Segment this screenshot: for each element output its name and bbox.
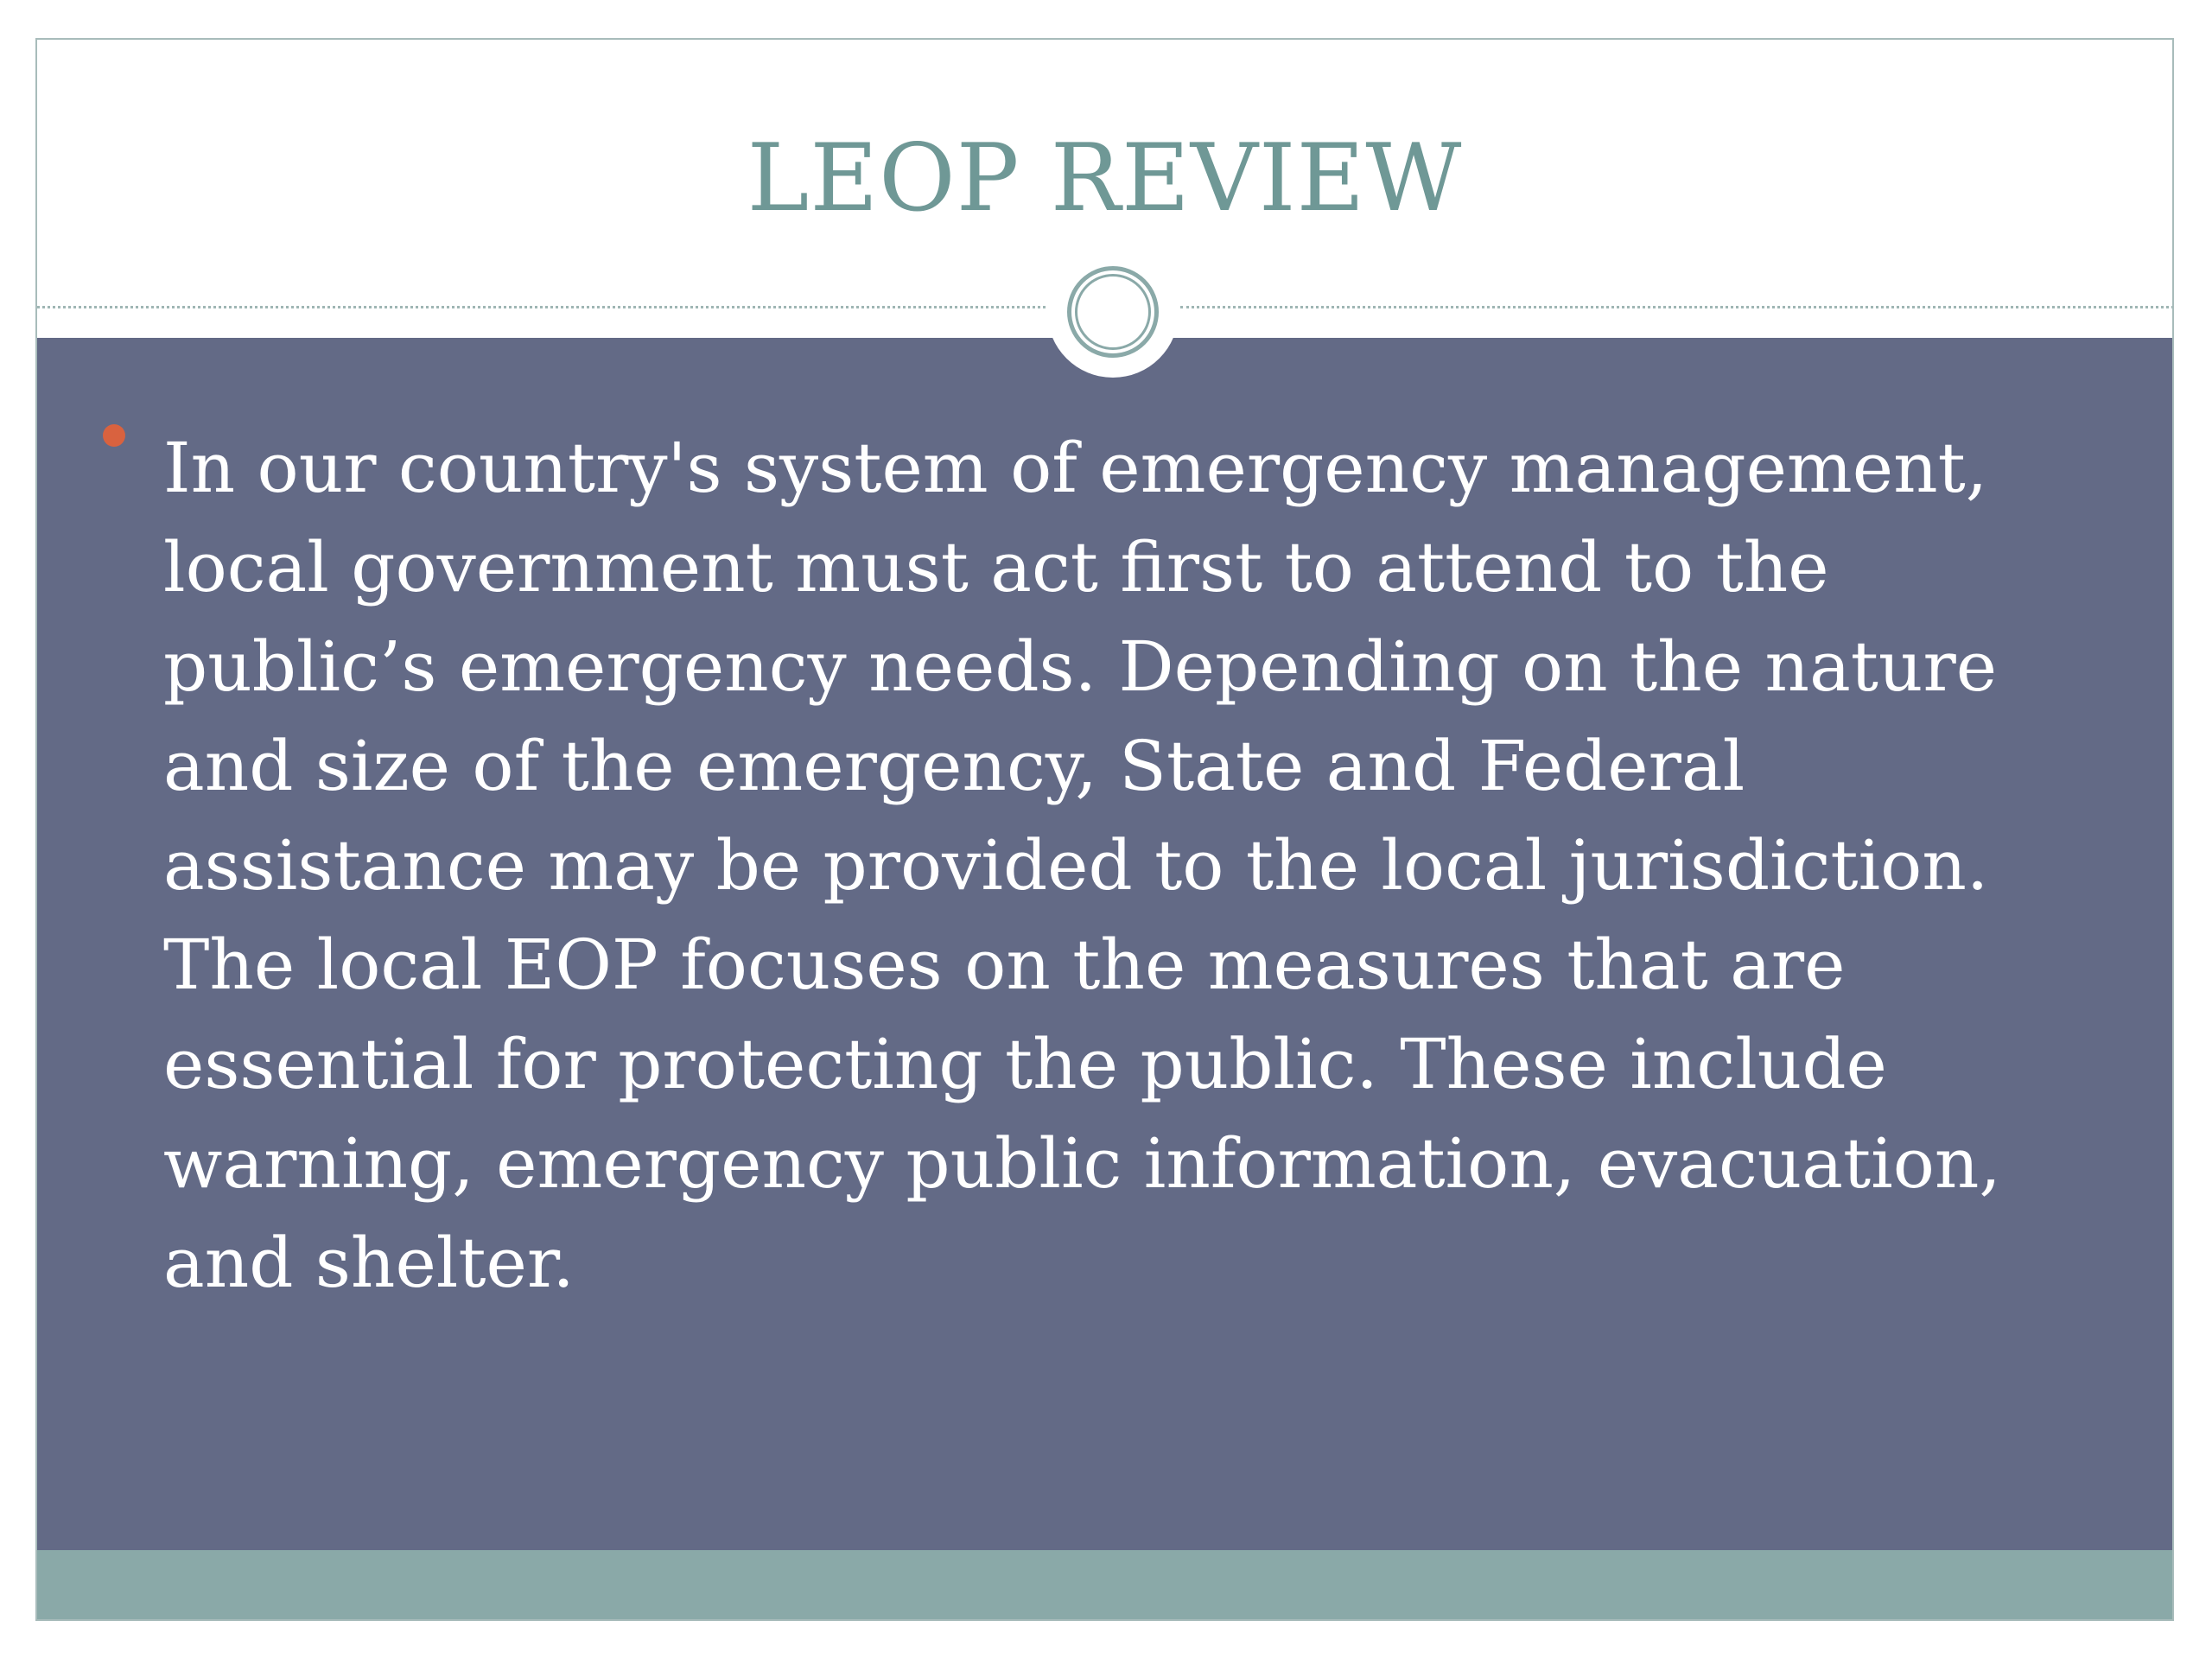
- bullet-line: and size of the emergency, State and Federal: [163, 726, 1745, 806]
- bullet-text: [163, 418, 2159, 1313]
- double-ring-ornament-icon: [1047, 246, 1179, 378]
- bullet-line: In our country's system of emergency management,: [163, 428, 1988, 508]
- title-divider-right: [1180, 306, 2174, 308]
- bullet-line: local government must act first to attend to the: [163, 527, 1829, 607]
- slide: [35, 38, 2174, 1621]
- slide-title: LEOP REVIEW: [747, 124, 1463, 232]
- bullet-line: warning, emergency public information, evacuation,: [163, 1123, 2001, 1204]
- bullet-line: essential for protecting the public. These include: [163, 1024, 1887, 1104]
- title-divider-left: [37, 306, 1046, 308]
- bullet-line: and shelter.: [163, 1223, 575, 1303]
- bullet-line: The local EOP focuses on the measures that are: [163, 925, 1846, 1005]
- bullet-line: public’s emergency needs. Depending on the nature: [163, 626, 1998, 707]
- bullet-line: assistance may be provided to the local jurisdiction.: [163, 825, 1989, 906]
- footer-band: [37, 1550, 2172, 1621]
- ornament-inner-ring: [1075, 274, 1151, 350]
- circle-bullet-icon: [103, 424, 125, 447]
